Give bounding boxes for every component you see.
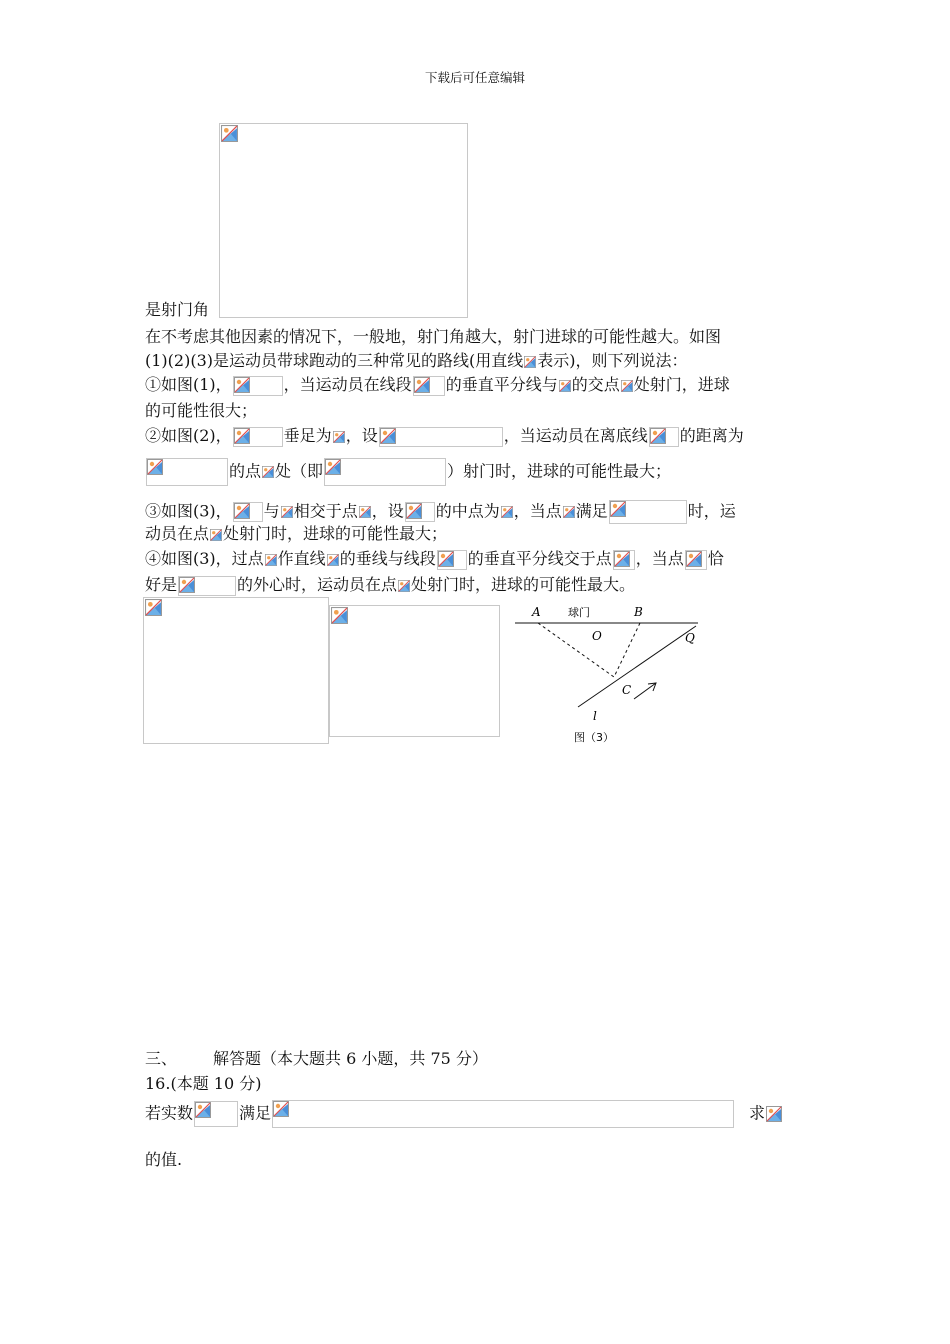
formula-icon xyxy=(265,552,277,568)
formula-icon xyxy=(327,552,339,568)
statement-2: ②如图(2)， 垂足为 ，设 ，当运动员在离底线 的距离为 xyxy=(145,426,744,445)
line-l-label: l xyxy=(593,709,597,723)
statement-2-cont: 的点 处（即 ）射门时，进球的可能性最大； xyxy=(145,458,671,486)
formula-image xyxy=(272,1100,734,1128)
formula-image xyxy=(146,458,228,486)
formula-icon xyxy=(333,429,345,445)
image-placeholder-icon xyxy=(145,599,162,616)
formula-image xyxy=(324,458,446,486)
formula-icon xyxy=(766,1106,782,1122)
formula-icon xyxy=(210,527,222,543)
point-o-label: O xyxy=(592,629,602,643)
formula-image xyxy=(405,502,435,522)
statement-3-cont: 动员在点 处射门时，进球的可能性最大； xyxy=(145,524,448,543)
top-figure-image xyxy=(219,123,468,318)
formula-image xyxy=(194,1101,238,1127)
formula-image xyxy=(413,376,445,396)
figure-1-image xyxy=(143,597,329,744)
formula-image xyxy=(178,576,236,596)
figure-2-image xyxy=(329,605,500,737)
formula-icon xyxy=(559,378,571,394)
goal-label: 球门 xyxy=(568,606,590,619)
point-b-label: B xyxy=(634,605,643,619)
formula-icon xyxy=(398,578,410,594)
formula-icon xyxy=(563,504,575,520)
formula-image xyxy=(233,376,283,396)
question-16-title: 16.(本题 10 分) xyxy=(145,1074,262,1093)
formula-icon xyxy=(281,504,293,520)
statement-4-cont: 好是 的外心时，运动员在点 处射门时，进球的可能性最大。 xyxy=(145,575,636,594)
figure-3-diagram xyxy=(510,600,710,750)
figure-3-caption: 图（3） xyxy=(574,731,614,744)
formula-icon xyxy=(359,504,371,520)
image-placeholder-icon xyxy=(331,607,348,624)
image-placeholder-icon xyxy=(221,125,238,142)
page-header: 下载后可任意编辑 xyxy=(424,70,525,85)
formula-image xyxy=(437,550,467,570)
formula-icon xyxy=(524,354,536,370)
formula-image xyxy=(233,427,283,447)
question-16-cont: 的值. xyxy=(145,1150,183,1169)
formula-icon xyxy=(621,378,633,394)
statement-4: ④如图(3)，过点 作直线 的垂线与线段 的垂直平分线交于点 ，当点 恰 xyxy=(145,549,724,568)
formula-image xyxy=(233,502,263,522)
formula-image xyxy=(613,550,635,570)
point-c-label: C xyxy=(622,683,632,697)
point-q-label: Q xyxy=(685,631,695,645)
question-16-body: 若实数 满足 求 xyxy=(145,1100,783,1128)
statement-1: ①如图(1)， ，当运动员在线段 的垂直平分线与 的交点 处射门，进球 xyxy=(145,375,730,394)
statement-3: ③如图(3)， 与 相交于点 ，设 的中点为 ，当点 满足 时，运 xyxy=(145,500,736,524)
formula-icon xyxy=(501,504,513,520)
statement-1-cont: 的可能性很大； xyxy=(145,401,258,420)
section-3-title: 三、 解答题（本大题共 6 小题，共 75 分） xyxy=(145,1049,488,1068)
shooting-angle-label: 是射门角 xyxy=(145,300,210,319)
formula-image xyxy=(609,500,687,524)
point-a-label: A xyxy=(532,605,541,619)
formula-image xyxy=(379,427,503,447)
formula-image xyxy=(685,550,707,570)
intro-line-2: (1)(2)(3)是运动员带球跑动的三种常见的路线(用直线 表示)，则下列说法： xyxy=(145,351,688,370)
intro-line-1: 在不考虑其他因素的情况下，一般地，射门角越大，射门进球的可能性越大。如图 xyxy=(145,327,722,346)
formula-image xyxy=(649,427,679,447)
formula-icon xyxy=(262,464,274,480)
